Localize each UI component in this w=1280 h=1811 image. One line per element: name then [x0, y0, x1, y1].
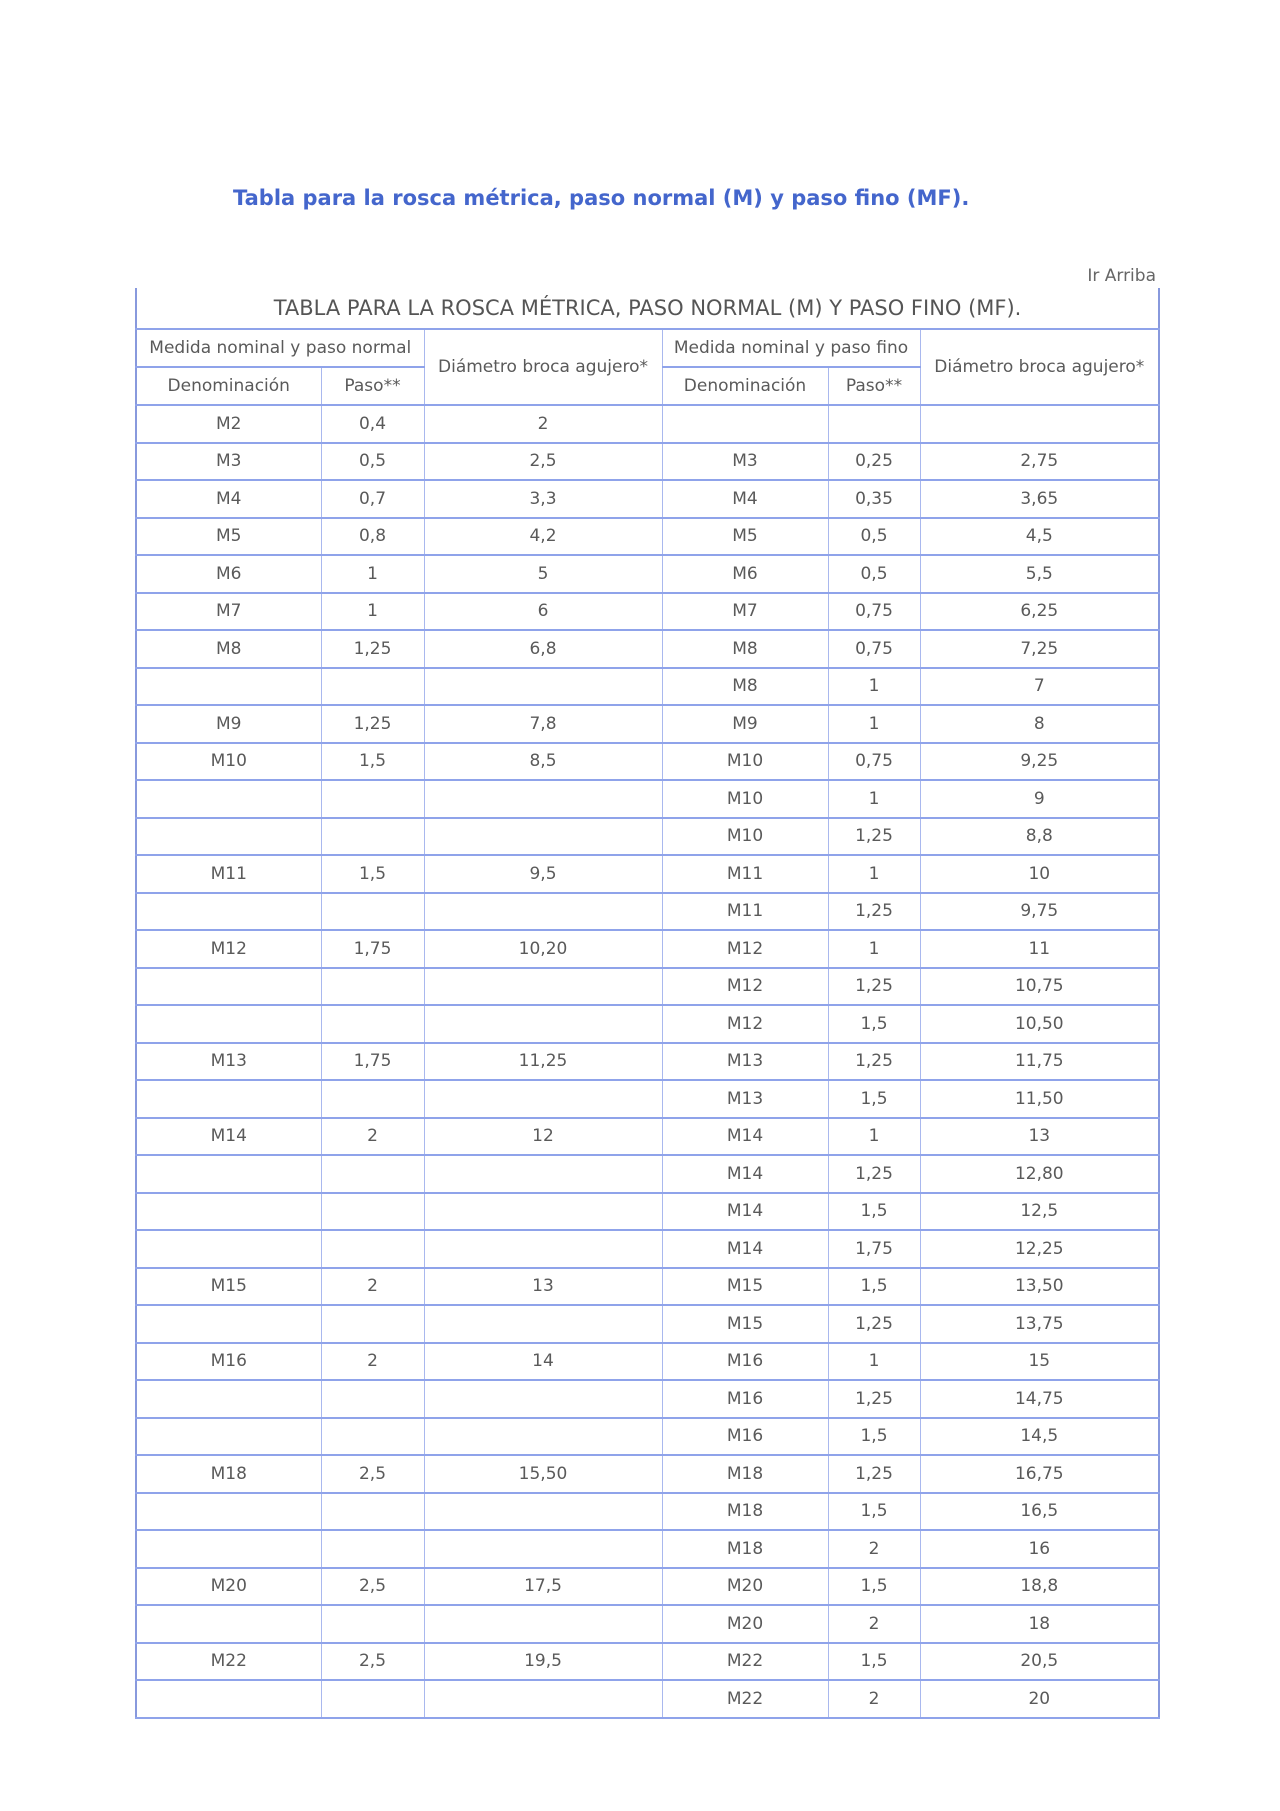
- denomination-fine-cell: M15: [662, 1305, 828, 1343]
- table-row: [136, 1118, 1159, 1156]
- drill-diameter-fine-cell: 20: [920, 1680, 1159, 1718]
- drill-diameter-fine-cell: 7: [920, 668, 1159, 706]
- drill-diameter-fine-cell: 10,75: [920, 968, 1159, 1006]
- pitch-fine-cell: 0,25: [828, 443, 920, 481]
- denomination-normal-cell: M22: [136, 1643, 321, 1681]
- denomination-normal-cell: [136, 893, 321, 931]
- drill-diameter-fine-cell: 16,75: [920, 1455, 1159, 1493]
- drill-diameter-normal-cell: [424, 1493, 662, 1531]
- drill-diameter-fine-cell: 14,75: [920, 1380, 1159, 1418]
- denomination-fine-cell: M22: [662, 1680, 828, 1718]
- pitch-fine-cell: 1: [828, 1118, 920, 1156]
- pitch-normal-cell: [321, 1305, 424, 1343]
- table-caption: TABLA PARA LA ROSCA MÉTRICA, PASO NORMAL (M) Y PASO FINO (MF).: [136, 288, 1159, 329]
- denomination-fine-cell: M20: [662, 1568, 828, 1606]
- table-row: [136, 743, 1159, 781]
- denomination-fine-cell: M12: [662, 1005, 828, 1043]
- pitch-normal-cell: [321, 1530, 424, 1568]
- pitch-normal-cell: 2: [321, 1118, 424, 1156]
- drill-diameter-normal-cell: [424, 1193, 662, 1231]
- denomination-fine-cell: M9: [662, 705, 828, 743]
- denomination-fine-cell: M12: [662, 930, 828, 968]
- denomination-normal-cell: M18: [136, 1455, 321, 1493]
- pitch-fine-cell: 1,5: [828, 1193, 920, 1231]
- drill-header-normal: Diámetro broca agujero*: [424, 329, 662, 405]
- pitch-normal-cell: 1,75: [321, 930, 424, 968]
- pitch-normal-cell: [321, 1080, 424, 1118]
- drill-diameter-fine-cell: 4,5: [920, 518, 1159, 556]
- drill-diameter-fine-cell: 5,5: [920, 555, 1159, 593]
- pitch-fine-cell: 1,25: [828, 1455, 920, 1493]
- pitch-fine-cell: 2: [828, 1605, 920, 1643]
- denomination-fine-cell: M3: [662, 443, 828, 481]
- pitch-fine-cell: 1,25: [828, 818, 920, 856]
- drill-diameter-fine-cell: 18: [920, 1605, 1159, 1643]
- denomination-fine-cell: M14: [662, 1230, 828, 1268]
- denomination-fine-cell: M22: [662, 1643, 828, 1681]
- table-row: [136, 1680, 1159, 1718]
- table-row: [136, 1155, 1159, 1193]
- table-row: [136, 593, 1159, 631]
- drill-diameter-normal-cell: [424, 1080, 662, 1118]
- drill-diameter-normal-cell: [424, 1605, 662, 1643]
- pitch-normal-cell: 1: [321, 593, 424, 631]
- pitch-normal-cell: 2,5: [321, 1643, 424, 1681]
- drill-diameter-normal-cell: 19,5: [424, 1643, 662, 1681]
- pitch-normal-cell: 0,5: [321, 443, 424, 481]
- table-row: [136, 630, 1159, 668]
- denomination-normal-cell: M3: [136, 443, 321, 481]
- drill-diameter-normal-cell: [424, 1305, 662, 1343]
- table-row: [136, 968, 1159, 1006]
- denomination-normal-cell: [136, 968, 321, 1006]
- denomination-normal-cell: M14: [136, 1118, 321, 1156]
- denomination-normal-cell: [136, 1680, 321, 1718]
- drill-diameter-fine-cell: 8,8: [920, 818, 1159, 856]
- pitch-normal-cell: 2: [321, 1343, 424, 1381]
- denomination-fine-cell: M10: [662, 818, 828, 856]
- drill-diameter-normal-cell: [424, 780, 662, 818]
- group-header-normal: Medida nominal y paso normal: [136, 329, 424, 367]
- table-row: [136, 893, 1159, 931]
- table-row: [136, 1305, 1159, 1343]
- pitch-normal-cell: [321, 1005, 424, 1043]
- drill-diameter-normal-cell: 11,25: [424, 1043, 662, 1081]
- table-row: [136, 705, 1159, 743]
- denomination-normal-cell: [136, 1605, 321, 1643]
- drill-diameter-normal-cell: 2: [424, 405, 662, 443]
- denomination-normal-cell: [136, 1080, 321, 1118]
- table-row: [136, 1343, 1159, 1381]
- pitch-fine-cell: 1,25: [828, 1043, 920, 1081]
- drill-diameter-fine-cell: 10: [920, 855, 1159, 893]
- drill-diameter-normal-cell: 5: [424, 555, 662, 593]
- denomination-fine-cell: M14: [662, 1193, 828, 1231]
- pitch-normal-cell: 2: [321, 1268, 424, 1306]
- go-to-top-link[interactable]: Ir Arriba: [1087, 266, 1156, 286]
- table-row: [136, 780, 1159, 818]
- drill-diameter-fine-cell: 11: [920, 930, 1159, 968]
- denomination-fine-cell: M18: [662, 1455, 828, 1493]
- drill-diameter-fine-cell: 13,75: [920, 1305, 1159, 1343]
- page-title-link[interactable]: Tabla para la rosca métrica, paso normal (M) y paso fino (MF).: [233, 186, 970, 210]
- denomination-fine-cell: M11: [662, 893, 828, 931]
- pitch-fine-cell: 1,5: [828, 1080, 920, 1118]
- pitch-fine-cell: 1,5: [828, 1643, 920, 1681]
- table-row: [136, 818, 1159, 856]
- pitch-fine-cell: [828, 405, 920, 443]
- pitch-normal-cell: [321, 1605, 424, 1643]
- denomination-normal-cell: [136, 1155, 321, 1193]
- pitch-fine-cell: 2: [828, 1680, 920, 1718]
- table-row: [136, 1455, 1159, 1493]
- drill-diameter-normal-cell: [424, 1155, 662, 1193]
- drill-diameter-normal-cell: [424, 1530, 662, 1568]
- denomination-fine-cell: M13: [662, 1043, 828, 1081]
- drill-diameter-fine-cell: 15: [920, 1343, 1159, 1381]
- denomination-normal-cell: M11: [136, 855, 321, 893]
- pitch-normal-cell: 2,5: [321, 1455, 424, 1493]
- denomination-normal-cell: M13: [136, 1043, 321, 1081]
- denomination-normal-cell: [136, 780, 321, 818]
- drill-diameter-fine-cell: 12,5: [920, 1193, 1159, 1231]
- denomination-normal-cell: M8: [136, 630, 321, 668]
- pitch-normal-cell: 0,4: [321, 405, 424, 443]
- denomination-normal-cell: [136, 1493, 321, 1531]
- denomination-fine-cell: M4: [662, 480, 828, 518]
- table-row: [136, 668, 1159, 706]
- denomination-fine-cell: M16: [662, 1418, 828, 1456]
- denomination-fine-cell: M20: [662, 1605, 828, 1643]
- denomination-normal-cell: [136, 1380, 321, 1418]
- drill-diameter-normal-cell: 13: [424, 1268, 662, 1306]
- drill-diameter-normal-cell: [424, 1230, 662, 1268]
- denomination-fine-cell: M13: [662, 1080, 828, 1118]
- table-row: [136, 518, 1159, 556]
- denomination-fine-cell: M11: [662, 855, 828, 893]
- denomination-normal-cell: [136, 668, 321, 706]
- table-row: [136, 1080, 1159, 1118]
- drill-diameter-fine-cell: 11,75: [920, 1043, 1159, 1081]
- pitch-normal-cell: [321, 1155, 424, 1193]
- drill-diameter-fine-cell: 12,80: [920, 1155, 1159, 1193]
- denomination-fine-cell: M8: [662, 630, 828, 668]
- pitch-fine-cell: 1,25: [828, 1155, 920, 1193]
- drill-diameter-fine-cell: 18,8: [920, 1568, 1159, 1606]
- pitch-fine-cell: 1,5: [828, 1418, 920, 1456]
- drill-diameter-normal-cell: 6,8: [424, 630, 662, 668]
- pitch-normal-cell: [321, 1380, 424, 1418]
- drill-diameter-fine-cell: 2,75: [920, 443, 1159, 481]
- denomination-normal-cell: M7: [136, 593, 321, 631]
- pitch-fine-cell: 1,25: [828, 1305, 920, 1343]
- table-row: [136, 1493, 1159, 1531]
- drill-diameter-normal-cell: 14: [424, 1343, 662, 1381]
- table-row: [136, 1530, 1159, 1568]
- drill-diameter-normal-cell: 12: [424, 1118, 662, 1156]
- denomination-fine-cell: M14: [662, 1155, 828, 1193]
- pitch-fine-cell: 1: [828, 668, 920, 706]
- denomination-fine-cell: M10: [662, 743, 828, 781]
- denomination-fine-cell: M10: [662, 780, 828, 818]
- drill-diameter-normal-cell: [424, 818, 662, 856]
- drill-diameter-fine-cell: [920, 405, 1159, 443]
- pitch-fine-cell: 1: [828, 705, 920, 743]
- denomination-normal-cell: M20: [136, 1568, 321, 1606]
- table-row: [136, 1230, 1159, 1268]
- denomination-normal-cell: M6: [136, 555, 321, 593]
- table-row: [136, 555, 1159, 593]
- denomination-normal-cell: M5: [136, 518, 321, 556]
- drill-diameter-normal-cell: 10,20: [424, 930, 662, 968]
- pitch-fine-cell: 2: [828, 1530, 920, 1568]
- drill-diameter-fine-cell: 9,75: [920, 893, 1159, 931]
- pitch-normal-cell: 2,5: [321, 1568, 424, 1606]
- drill-diameter-normal-cell: [424, 1005, 662, 1043]
- pitch-fine-cell: 1,75: [828, 1230, 920, 1268]
- pitch-fine-cell: 1,5: [828, 1493, 920, 1531]
- table-row: [136, 480, 1159, 518]
- table-row: [136, 1605, 1159, 1643]
- drill-diameter-fine-cell: 7,25: [920, 630, 1159, 668]
- pitch-fine-cell: 1,25: [828, 893, 920, 931]
- pitch-fine-cell: 1: [828, 780, 920, 818]
- metric-thread-table: [135, 288, 1160, 1719]
- denomination-normal-cell: M4: [136, 480, 321, 518]
- table-row: [136, 1268, 1159, 1306]
- pitch-normal-cell: 1,25: [321, 705, 424, 743]
- drill-diameter-fine-cell: 8: [920, 705, 1159, 743]
- denomination-fine-cell: M8: [662, 668, 828, 706]
- pitch-normal-cell: [321, 1230, 424, 1268]
- denomination-normal-cell: M10: [136, 743, 321, 781]
- denomination-normal-cell: [136, 1418, 321, 1456]
- table-row: [136, 1005, 1159, 1043]
- pitch-fine-cell: 1,25: [828, 968, 920, 1006]
- denomination-normal-cell: [136, 1230, 321, 1268]
- denomination-normal-cell: M12: [136, 930, 321, 968]
- drill-diameter-normal-cell: 7,8: [424, 705, 662, 743]
- pitch-fine-cell: 0,35: [828, 480, 920, 518]
- drill-diameter-fine-cell: 16: [920, 1530, 1159, 1568]
- drill-diameter-normal-cell: 8,5: [424, 743, 662, 781]
- table-row: [136, 1380, 1159, 1418]
- drill-diameter-normal-cell: 4,2: [424, 518, 662, 556]
- pitch-normal-cell: 0,8: [321, 518, 424, 556]
- denomination-normal-cell: M2: [136, 405, 321, 443]
- pitch-normal-cell: [321, 668, 424, 706]
- pitch-fine-cell: 0,75: [828, 630, 920, 668]
- drill-diameter-normal-cell: [424, 1380, 662, 1418]
- pitch-header-normal: Paso**: [321, 367, 424, 405]
- pitch-fine-cell: 1: [828, 1343, 920, 1381]
- pitch-normal-cell: [321, 1680, 424, 1718]
- table-row: [136, 1418, 1159, 1456]
- table-row: [136, 443, 1159, 481]
- drill-diameter-fine-cell: 12,25: [920, 1230, 1159, 1268]
- denomination-normal-cell: M15: [136, 1268, 321, 1306]
- denomination-fine-cell: M14: [662, 1118, 828, 1156]
- group-header-fine: Medida nominal y paso fino: [662, 329, 920, 367]
- drill-diameter-fine-cell: 9: [920, 780, 1159, 818]
- pitch-fine-cell: 1: [828, 930, 920, 968]
- pitch-fine-cell: 0,75: [828, 593, 920, 631]
- drill-diameter-normal-cell: 6: [424, 593, 662, 631]
- pitch-normal-cell: [321, 1493, 424, 1531]
- pitch-fine-cell: 1,25: [828, 1380, 920, 1418]
- table-row: [136, 1193, 1159, 1231]
- denomination-fine-cell: M16: [662, 1380, 828, 1418]
- pitch-header-fine: Paso**: [828, 367, 920, 405]
- pitch-normal-cell: 1,25: [321, 630, 424, 668]
- drill-diameter-normal-cell: [424, 968, 662, 1006]
- pitch-normal-cell: [321, 1418, 424, 1456]
- pitch-fine-cell: 0,5: [828, 518, 920, 556]
- pitch-fine-cell: 1,5: [828, 1005, 920, 1043]
- drill-diameter-normal-cell: 2,5: [424, 443, 662, 481]
- pitch-normal-cell: 1,75: [321, 1043, 424, 1081]
- denomination-normal-cell: [136, 818, 321, 856]
- drill-diameter-normal-cell: [424, 893, 662, 931]
- drill-diameter-fine-cell: 16,5: [920, 1493, 1159, 1531]
- drill-diameter-fine-cell: 10,50: [920, 1005, 1159, 1043]
- denomination-fine-cell: [662, 405, 828, 443]
- table-row: [136, 930, 1159, 968]
- pitch-normal-cell: 1,5: [321, 743, 424, 781]
- drill-diameter-fine-cell: 9,25: [920, 743, 1159, 781]
- drill-diameter-normal-cell: [424, 668, 662, 706]
- pitch-normal-cell: 1: [321, 555, 424, 593]
- pitch-normal-cell: 0,7: [321, 480, 424, 518]
- denomination-normal-cell: M9: [136, 705, 321, 743]
- pitch-fine-cell: 0,75: [828, 743, 920, 781]
- denomination-header-fine: Denominación: [662, 367, 828, 405]
- pitch-fine-cell: 1: [828, 855, 920, 893]
- denomination-header-normal: Denominación: [136, 367, 321, 405]
- drill-diameter-normal-cell: 15,50: [424, 1455, 662, 1493]
- pitch-fine-cell: 1,5: [828, 1568, 920, 1606]
- drill-diameter-fine-cell: 13: [920, 1118, 1159, 1156]
- denomination-normal-cell: [136, 1193, 321, 1231]
- pitch-normal-cell: [321, 818, 424, 856]
- pitch-normal-cell: [321, 968, 424, 1006]
- drill-diameter-fine-cell: 3,65: [920, 480, 1159, 518]
- drill-diameter-normal-cell: 9,5: [424, 855, 662, 893]
- denomination-fine-cell: M16: [662, 1343, 828, 1381]
- denomination-fine-cell: M15: [662, 1268, 828, 1306]
- drill-diameter-normal-cell: [424, 1418, 662, 1456]
- drill-diameter-fine-cell: 6,25: [920, 593, 1159, 631]
- denomination-fine-cell: M5: [662, 518, 828, 556]
- denomination-normal-cell: [136, 1305, 321, 1343]
- table-row: [136, 855, 1159, 893]
- denomination-normal-cell: [136, 1530, 321, 1568]
- denomination-fine-cell: M6: [662, 555, 828, 593]
- denomination-fine-cell: M7: [662, 593, 828, 631]
- drill-diameter-fine-cell: 13,50: [920, 1268, 1159, 1306]
- denomination-fine-cell: M12: [662, 968, 828, 1006]
- denomination-normal-cell: [136, 1005, 321, 1043]
- pitch-normal-cell: [321, 1193, 424, 1231]
- denomination-fine-cell: M18: [662, 1530, 828, 1568]
- pitch-fine-cell: 0,5: [828, 555, 920, 593]
- drill-diameter-normal-cell: 3,3: [424, 480, 662, 518]
- denomination-normal-cell: M16: [136, 1343, 321, 1381]
- pitch-normal-cell: [321, 893, 424, 931]
- drill-diameter-fine-cell: 11,50: [920, 1080, 1159, 1118]
- drill-diameter-fine-cell: 20,5: [920, 1643, 1159, 1681]
- table-row: [136, 405, 1159, 443]
- table-row: [136, 1643, 1159, 1681]
- table-row: [136, 1568, 1159, 1606]
- drill-diameter-normal-cell: 17,5: [424, 1568, 662, 1606]
- table-body: [136, 405, 1159, 1718]
- denomination-fine-cell: M18: [662, 1493, 828, 1531]
- drill-diameter-normal-cell: [424, 1680, 662, 1718]
- pitch-normal-cell: 1,5: [321, 855, 424, 893]
- pitch-normal-cell: [321, 780, 424, 818]
- table-row: [136, 1043, 1159, 1081]
- pitch-fine-cell: 1,5: [828, 1268, 920, 1306]
- drill-header-fine: Diámetro broca agujero*: [920, 329, 1159, 405]
- drill-diameter-fine-cell: 14,5: [920, 1418, 1159, 1456]
